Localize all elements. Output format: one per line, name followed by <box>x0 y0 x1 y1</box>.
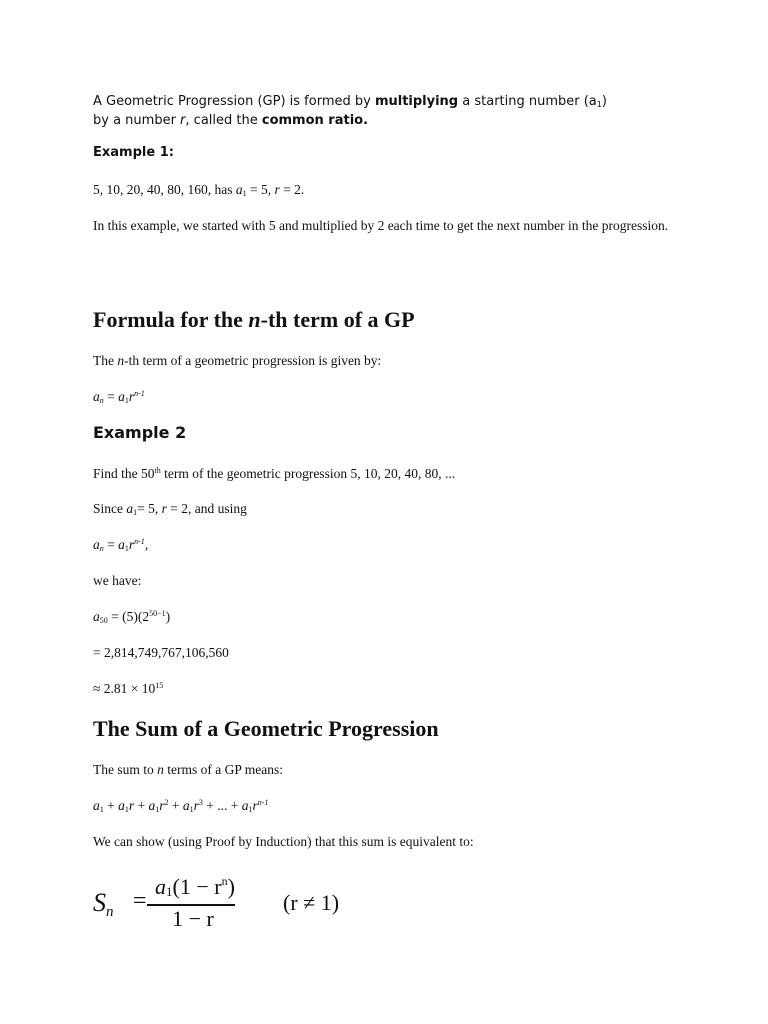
a50-calculation: $a_{50} = (5)(2^{50-1})$ <box>93 609 171 625</box>
a50-approximation: ≈ $2.81 \times 10^{15}$ <box>93 681 164 696</box>
sum-formula-denominator: 1 − r <box>172 906 214 931</box>
sum-intro: The sum to n terms of a GP means: <box>93 762 283 777</box>
sum-formula-condition: (r ≠ 1) <box>283 890 340 915</box>
sum-formula-lhs: $S_n$ <box>93 888 114 920</box>
intro-line-2: by a number r, called the common ratio. <box>93 113 369 128</box>
nth-term-intro: The n-th term of a geometric progression is given by: <box>93 353 382 368</box>
a50-result: = 2,814,749,767,106,560 <box>93 645 229 660</box>
example2-heading: Example 2 <box>93 423 187 442</box>
nth-term-formula: $a_n = a_1r^{n-1}$ <box>93 389 145 405</box>
section-heading-nth-term: Formula for the n-th term of a GP <box>93 307 415 332</box>
sum-series: $a_1 + a_1r + a_1r^2 + a_1r^3$ + ... + $a_1r^{n-1}$ <box>93 798 269 814</box>
induction-statement: We can show (using Proof by Induction) that this sum is equivalent to: <box>93 834 474 849</box>
example2-question: Find the 50th term of the geometric progression 5, 10, 20, 40, 80, ... <box>93 466 456 481</box>
sum-formula-equals: = <box>133 888 147 914</box>
section-heading-sum: The Sum of a Geometric Progression <box>93 716 439 741</box>
example1-sequence: 5, 10, 20, 40, 80, 160, has $a_1 = 5$, r = 2. <box>93 182 305 198</box>
common-ratio-emphasis: common ratio. <box>261 113 369 128</box>
multiplying-emphasis: multiplying <box>374 94 459 109</box>
example1-heading: Example 1: <box>93 145 174 160</box>
sum-formula <box>93 868 393 938</box>
intro-line-1: A Geometric Progression (GP) is formed by multiplying a starting number $(a_1)$ <box>93 94 607 109</box>
sum-formula-numerator: $a_1(1 - r^n)$ <box>155 874 235 899</box>
example2-given: Since $a_1= 5$, r = 2, and using <box>93 501 247 517</box>
example2-formula: $a_n = a_1r^{n-1}$, <box>93 537 149 553</box>
we-have-text: we have: <box>93 573 142 588</box>
example1-explanation: In this example, we started with 5 and multiplied by 2 each time to get the next number in the progression. <box>93 218 669 233</box>
